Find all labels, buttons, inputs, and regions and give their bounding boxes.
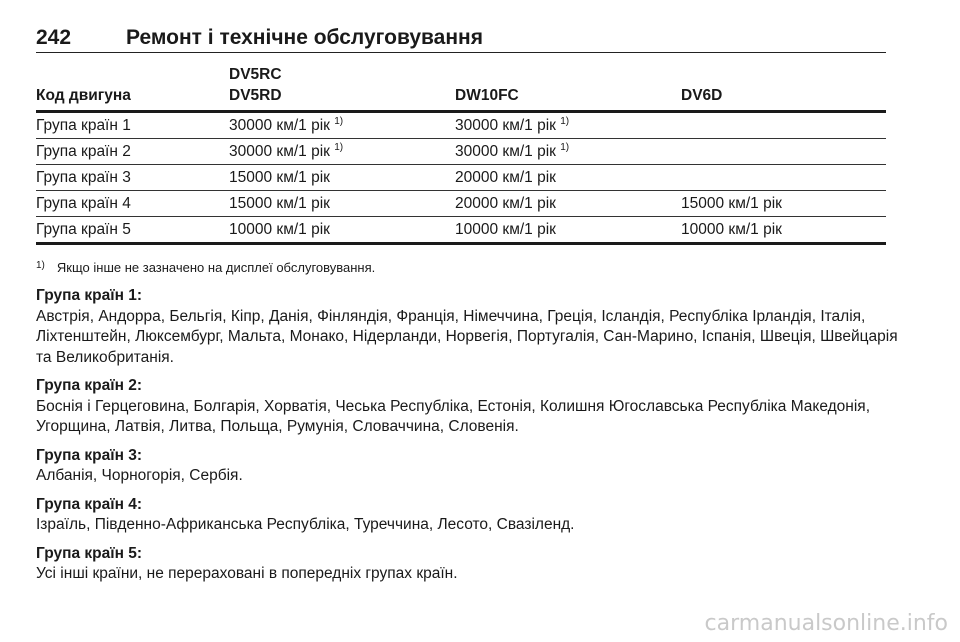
group-countries: Усі інші країни, не перераховані в попередніх групах країн.: [36, 565, 458, 582]
country-group: [36, 495, 916, 536]
cell-dv6d: 15000 км/1 рік: [681, 191, 886, 217]
cell-group: Група країн 3: [36, 165, 229, 191]
cell-dw10fc: 30000 км/1 рік $^{1)}$: [455, 139, 681, 165]
footnote-ref: 1): [334, 116, 344, 127]
cell-group: Група країн 2: [36, 139, 229, 165]
footnote-ref: 1): [334, 142, 344, 153]
country-groups: [36, 286, 916, 593]
watermark: carmanualsonline.info: [704, 611, 948, 636]
page-number: 242: [36, 26, 72, 49]
column-header-engine-code: Код двигуна: [36, 64, 229, 112]
cell-dw10fc: 30000 км/1 рік $^{1)}$: [455, 112, 681, 139]
footnote-text: Якщо інше не зазначено на дисплеї обслуговування.: [56, 260, 376, 275]
page-header: [36, 26, 886, 53]
group-title: Група країн 4:: [36, 495, 143, 513]
group-title: Група країн 3:: [36, 446, 143, 464]
group-countries: Австрія, Андорра, Бельгія, Кіпр, Данія, Фінляндія, Франція, Німеччина, Греція, Ісландія, Республіка Ірландія, Італія, Ліхтенштейн, Люксембург, Мальта, Монако, Нідерланди, Норвегія, Португалія, Сан-Марино, Іспанія, Швеція, Швейцарія та Великобританія.: [36, 307, 898, 366]
footnote-ref: 1): [560, 116, 570, 127]
column-header-dv6d: DV6D: [681, 64, 886, 112]
cell-dv6d: [681, 139, 886, 165]
group-title: Група країн 1:: [36, 287, 143, 304]
cell-dw10fc: 20000 км/1 рік: [455, 191, 681, 217]
column-header-dw10fc: DW10FC: [455, 64, 681, 112]
cell-dw10fc: 20000 км/1 рік: [455, 165, 681, 191]
cell-dw10fc: 10000 км/1 рік: [455, 217, 681, 244]
footnote: [36, 260, 375, 275]
cell-group: Група країн 4: [36, 191, 229, 217]
group-countries: Боснія і Герцеговина, Болгарія, Хорватія, Чеська Республіка, Естонія, Колишня Югославська Республіка Македонія, Угорщина, Латвія, Литва, Польща, Румунія, Словаччина, Словенія.: [36, 397, 871, 435]
cell-dv6d: [681, 112, 886, 139]
table-row: [36, 217, 886, 244]
column-header-dv5: DV5RC DV5RD: [229, 64, 455, 112]
country-group: [36, 376, 916, 438]
table-row: [36, 191, 886, 217]
country-group: [36, 544, 916, 585]
group-countries: Ізраїль, Південно-Африканська Республіка, Туреччина, Лесото, Свазіленд.: [36, 516, 575, 533]
cell-dv5: 30000 км/1 рік $^{1)}$: [229, 139, 455, 165]
cell-dv6d: 10000 км/1 рік: [681, 217, 886, 244]
table-header-row: [36, 64, 886, 112]
table-row: [36, 112, 886, 139]
service-interval-table: [36, 64, 886, 245]
group-title: Група країн 2:: [36, 377, 143, 394]
cell-dv5: 10000 км/1 рік: [229, 217, 455, 244]
group-countries: Албанія, Чорногорія, Сербія.: [36, 467, 243, 484]
footnote-ref: 1): [560, 142, 570, 153]
cell-dv5: 15000 км/1 рік: [229, 165, 455, 191]
cell-group: Група країн 1: [36, 112, 229, 139]
country-group: [36, 446, 916, 487]
table-row: [36, 165, 886, 191]
cell-dv6d: [681, 165, 886, 191]
group-title: Група країн 5:: [36, 544, 143, 562]
cell-dv5: 15000 км/1 рік: [229, 191, 455, 217]
cell-dv5: 30000 км/1 рік $^{1)}$: [229, 112, 455, 139]
page-title: Ремонт і технічне обслуговування: [126, 26, 483, 49]
country-group: [36, 286, 916, 368]
footnote-mark: 1): [36, 260, 45, 271]
cell-group: Група країн 5: [36, 217, 229, 244]
table-row: [36, 139, 886, 165]
